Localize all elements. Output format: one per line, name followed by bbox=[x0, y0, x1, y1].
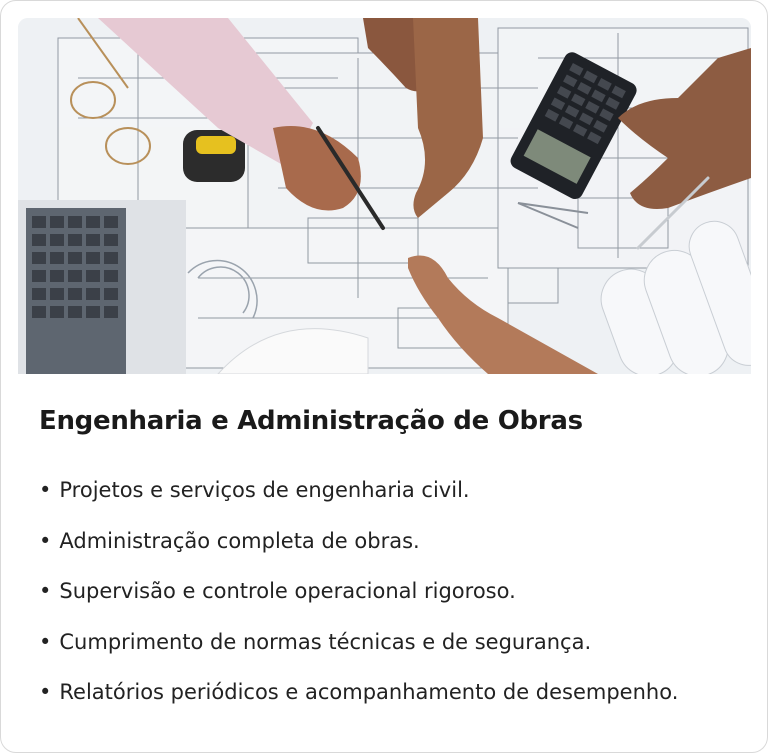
list-item-text: Supervisão e controle operacional rigoroso. bbox=[59, 579, 516, 603]
list-item-text: Relatórios periódicos e acompanhamento de desempenho. bbox=[59, 680, 679, 704]
laptop bbox=[18, 200, 186, 374]
list-item-text: Administração completa de obras. bbox=[59, 528, 420, 553]
bullet: • bbox=[39, 478, 52, 502]
blueprint-scene bbox=[18, 18, 751, 374]
list-item-text: Projetos e serviços de engenharia civil. bbox=[59, 478, 470, 502]
services-list bbox=[39, 473, 678, 726]
list-item bbox=[39, 625, 678, 676]
bullet: • bbox=[39, 629, 52, 654]
card-title: Engenharia e Administração de Obras bbox=[39, 406, 583, 436]
bullet: • bbox=[39, 680, 52, 704]
list-item bbox=[39, 675, 678, 726]
list-item-text: Cumprimento de normas técnicas e de segurança. bbox=[59, 629, 592, 654]
bullet: • bbox=[39, 528, 52, 553]
list-item bbox=[39, 524, 678, 575]
list-item bbox=[39, 473, 678, 524]
hero-image-engineers-blueprints bbox=[18, 18, 751, 374]
list-item bbox=[39, 574, 678, 625]
bullet: • bbox=[39, 579, 52, 603]
